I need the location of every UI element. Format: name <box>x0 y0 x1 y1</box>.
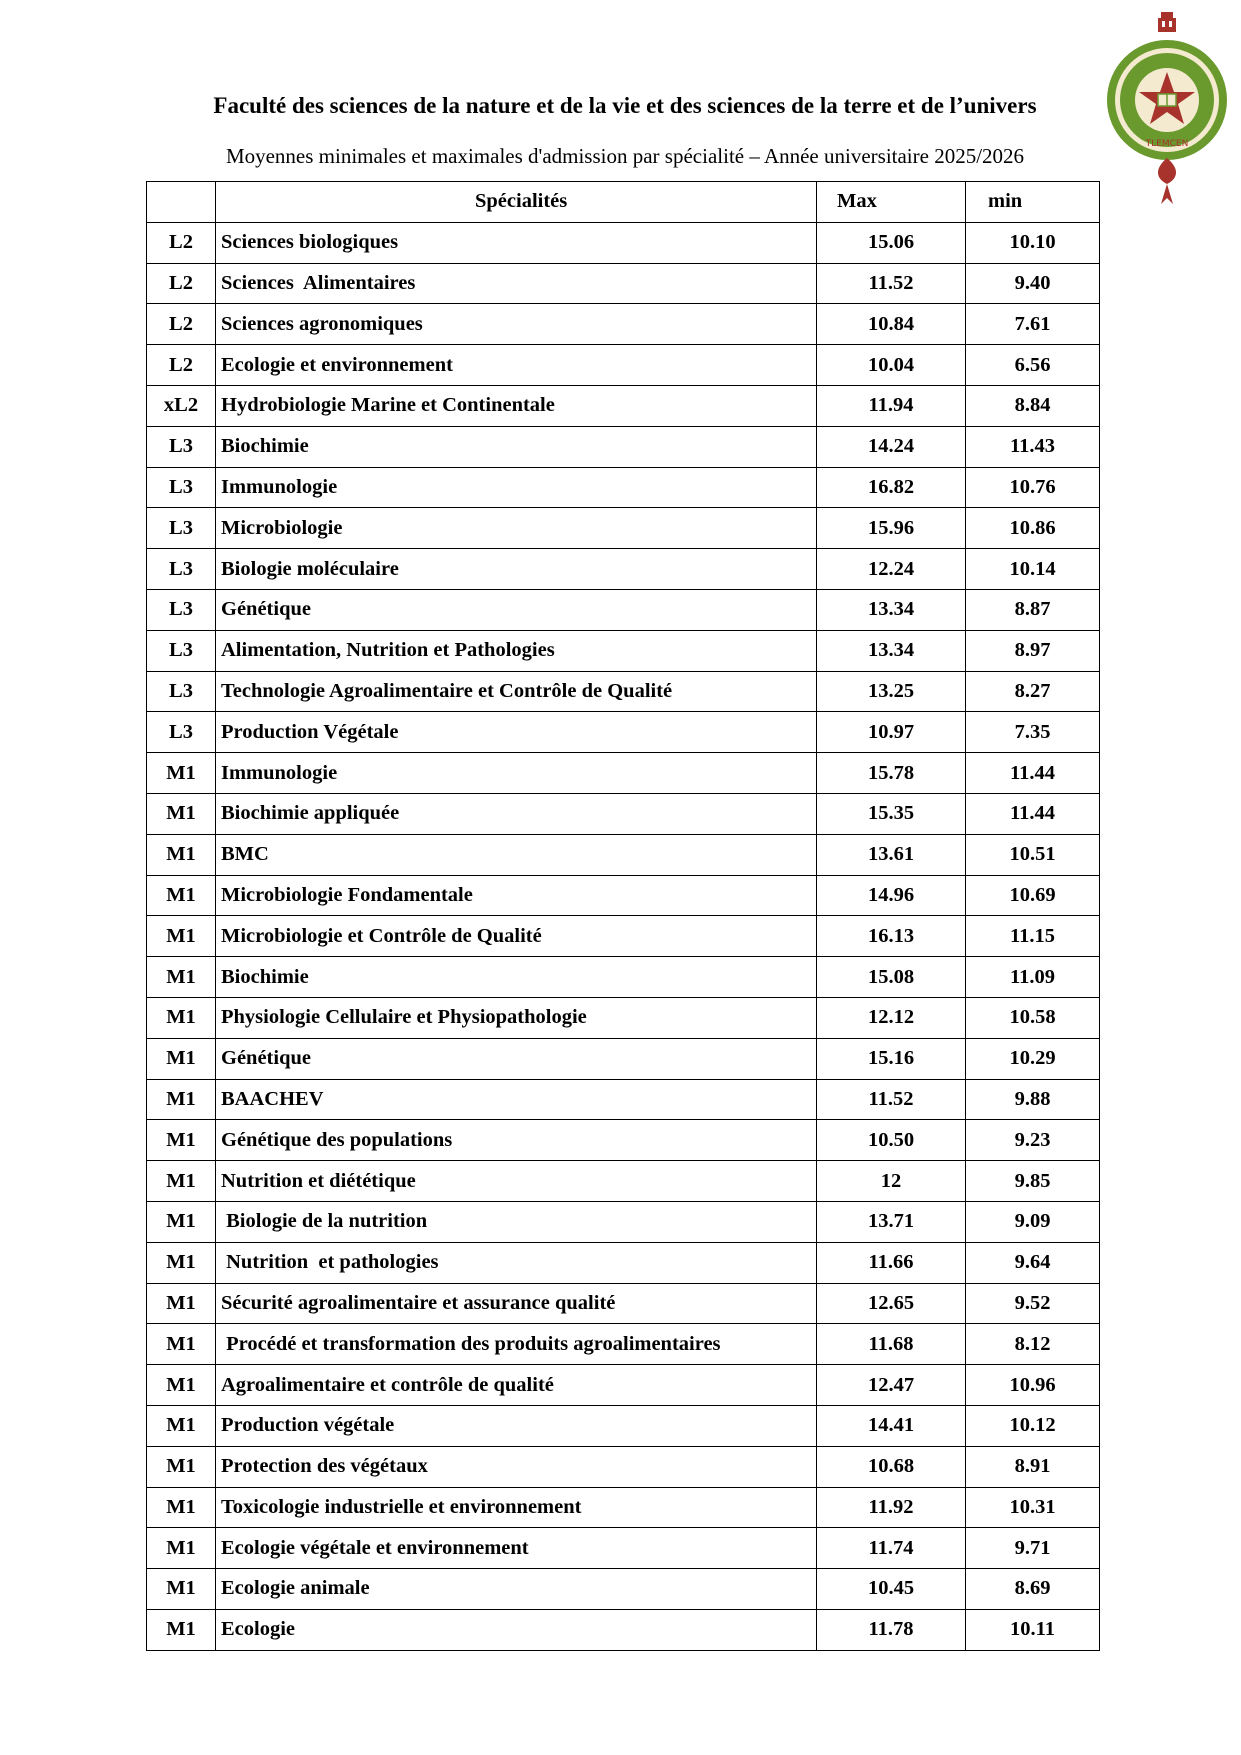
specialite-cell: Sciences Alimentaires <box>216 263 817 304</box>
max-cell: 11.66 <box>817 1242 966 1283</box>
max-cell: 12.24 <box>817 549 966 590</box>
level-cell: M1 <box>147 1242 216 1283</box>
table-row <box>147 1487 1100 1528</box>
min-cell: 10.10 <box>966 222 1100 263</box>
specialite-cell: Immunologie <box>216 753 817 794</box>
max-cell: 11.52 <box>817 263 966 304</box>
max-cell: 12.12 <box>817 997 966 1038</box>
min-cell: 9.64 <box>966 1242 1100 1283</box>
admission-table <box>146 181 1100 1651</box>
level-cell: M1 <box>147 1528 216 1569</box>
table-row <box>147 385 1100 426</box>
table-row <box>147 1528 1100 1569</box>
max-cell: 13.61 <box>817 834 966 875</box>
specialite-cell: Physiologie Cellulaire et Physiopathologie <box>216 997 817 1038</box>
table-row <box>147 1609 1100 1650</box>
specialite-cell: Biologie moléculaire <box>216 549 817 590</box>
max-cell: 12.47 <box>817 1365 966 1406</box>
specialite-cell: Hydrobiologie Marine et Continentale <box>216 385 817 426</box>
specialite-cell: Biochimie <box>216 957 817 998</box>
table-row <box>147 793 1100 834</box>
max-cell: 15.35 <box>817 793 966 834</box>
table-row <box>147 712 1100 753</box>
level-cell: M1 <box>147 875 216 916</box>
max-cell: 15.06 <box>817 222 966 263</box>
specialite-cell: Agroalimentaire et contrôle de qualité <box>216 1365 817 1406</box>
table-row <box>147 1161 1100 1202</box>
max-cell: 13.34 <box>817 630 966 671</box>
table-row <box>147 1405 1100 1446</box>
specialite-cell: Nutrition et diététique <box>216 1161 817 1202</box>
max-cell: 10.84 <box>817 304 966 345</box>
max-cell: 11.52 <box>817 1079 966 1120</box>
table-row <box>147 345 1100 386</box>
specialite-cell: Toxicologie industrielle et environnement <box>216 1487 817 1528</box>
min-cell: 10.14 <box>966 549 1100 590</box>
min-cell: 10.11 <box>966 1609 1100 1650</box>
max-cell: 15.16 <box>817 1038 966 1079</box>
specialite-cell: Ecologie <box>216 1609 817 1650</box>
level-cell: L3 <box>147 630 216 671</box>
specialite-cell: Sécurité agroalimentaire et assurance qualité <box>216 1283 817 1324</box>
min-cell: 9.40 <box>966 263 1100 304</box>
max-cell: 16.82 <box>817 467 966 508</box>
level-cell: M1 <box>147 916 216 957</box>
max-cell: 15.78 <box>817 753 966 794</box>
max-cell: 13.34 <box>817 589 966 630</box>
max-cell: 12 <box>817 1161 966 1202</box>
specialite-cell: Biologie de la nutrition <box>216 1201 817 1242</box>
min-cell: 10.86 <box>966 508 1100 549</box>
level-cell: M1 <box>147 1569 216 1610</box>
level-cell: L2 <box>147 345 216 386</box>
specialite-cell: Biochimie <box>216 426 817 467</box>
specialite-cell: Procédé et transformation des produits agroalimentaires <box>216 1324 817 1365</box>
level-cell: L3 <box>147 467 216 508</box>
min-cell: 10.69 <box>966 875 1100 916</box>
min-cell: 8.27 <box>966 671 1100 712</box>
level-cell: M1 <box>147 1609 216 1650</box>
table-row <box>147 834 1100 875</box>
max-cell: 11.78 <box>817 1609 966 1650</box>
level-cell: L3 <box>147 549 216 590</box>
specialite-cell: Microbiologie et Contrôle de Qualité <box>216 916 817 957</box>
level-cell: M1 <box>147 1079 216 1120</box>
table-row <box>147 957 1100 998</box>
max-cell: 11.92 <box>817 1487 966 1528</box>
max-cell: 10.04 <box>817 345 966 386</box>
seal-text: TLEMCEN <box>1145 139 1189 149</box>
min-cell: 7.35 <box>966 712 1100 753</box>
level-cell: L3 <box>147 671 216 712</box>
table-row <box>147 1446 1100 1487</box>
level-cell: L3 <box>147 589 216 630</box>
table-row <box>147 549 1100 590</box>
table-row <box>147 508 1100 549</box>
header-min: min <box>966 182 1100 223</box>
table-row <box>147 630 1100 671</box>
min-cell: 9.23 <box>966 1120 1100 1161</box>
min-cell: 9.85 <box>966 1161 1100 1202</box>
table-row <box>147 426 1100 467</box>
min-cell: 8.69 <box>966 1569 1100 1610</box>
specialite-cell: Microbiologie Fondamentale <box>216 875 817 916</box>
level-cell: L3 <box>147 712 216 753</box>
page-subtitle: Moyennes minimales et maximales d'admission par spécialité – Année universitaire 2025/2026 <box>225 144 1025 168</box>
specialite-cell: BAACHEV <box>216 1079 817 1120</box>
min-cell: 8.87 <box>966 589 1100 630</box>
min-cell: 11.43 <box>966 426 1100 467</box>
max-cell: 13.71 <box>817 1201 966 1242</box>
specialite-cell: Nutrition et pathologies <box>216 1242 817 1283</box>
min-cell: 8.12 <box>966 1324 1100 1365</box>
table-row <box>147 753 1100 794</box>
min-cell: 10.29 <box>966 1038 1100 1079</box>
table-row <box>147 1569 1100 1610</box>
min-cell: 10.96 <box>966 1365 1100 1406</box>
specialite-cell: Immunologie <box>216 467 817 508</box>
specialite-cell: Ecologie animale <box>216 1569 817 1610</box>
table-row <box>147 1120 1100 1161</box>
max-cell: 10.97 <box>817 712 966 753</box>
table-row <box>147 1201 1100 1242</box>
max-cell: 14.96 <box>817 875 966 916</box>
max-cell: 11.74 <box>817 1528 966 1569</box>
specialite-cell: Biochimie appliquée <box>216 793 817 834</box>
level-cell: M1 <box>147 1365 216 1406</box>
max-cell: 14.41 <box>817 1405 966 1446</box>
specialite-cell: Sciences biologiques <box>216 222 817 263</box>
max-cell: 11.68 <box>817 1324 966 1365</box>
table-row <box>147 467 1100 508</box>
table-row <box>147 1242 1100 1283</box>
max-cell: 10.50 <box>817 1120 966 1161</box>
specialite-cell: Technologie Agroalimentaire et Contrôle de Qualité <box>216 671 817 712</box>
min-cell: 7.61 <box>966 304 1100 345</box>
max-cell: 10.68 <box>817 1446 966 1487</box>
level-cell: M1 <box>147 1487 216 1528</box>
level-cell: M1 <box>147 1283 216 1324</box>
max-cell: 15.08 <box>817 957 966 998</box>
page-title: Faculté des sciences de la nature et de la vie et des sciences de la terre et de l’univers <box>213 93 1037 118</box>
table-row <box>147 997 1100 1038</box>
min-cell: 10.51 <box>966 834 1100 875</box>
specialite-cell: Microbiologie <box>216 508 817 549</box>
level-cell: M1 <box>147 793 216 834</box>
level-cell: M1 <box>147 1161 216 1202</box>
table-row <box>147 222 1100 263</box>
level-cell: L3 <box>147 426 216 467</box>
header-max: Max <box>817 182 966 223</box>
table-row <box>147 1324 1100 1365</box>
specialite-cell: Production Végétale <box>216 712 817 753</box>
specialite-cell: Génétique des populations <box>216 1120 817 1161</box>
level-cell: L2 <box>147 222 216 263</box>
level-cell: M1 <box>147 1038 216 1079</box>
specialite-cell: Protection des végétaux <box>216 1446 817 1487</box>
min-cell: 10.31 <box>966 1487 1100 1528</box>
min-cell: 9.09 <box>966 1201 1100 1242</box>
level-cell: M1 <box>147 997 216 1038</box>
max-cell: 10.45 <box>817 1569 966 1610</box>
min-cell: 11.44 <box>966 793 1100 834</box>
min-cell: 8.91 <box>966 1446 1100 1487</box>
specialite-cell: Ecologie végétale et environnement <box>216 1528 817 1569</box>
min-cell: 9.71 <box>966 1528 1100 1569</box>
level-cell: xL2 <box>147 385 216 426</box>
min-cell: 9.52 <box>966 1283 1100 1324</box>
max-cell: 12.65 <box>817 1283 966 1324</box>
table-body <box>147 222 1100 1650</box>
min-cell: 8.97 <box>966 630 1100 671</box>
level-cell: L2 <box>147 304 216 345</box>
min-cell: 9.88 <box>966 1079 1100 1120</box>
specialite-cell: Ecologie et environnement <box>216 345 817 386</box>
specialite-cell: Alimentation, Nutrition et Pathologies <box>216 630 817 671</box>
max-cell: 13.25 <box>817 671 966 712</box>
table-row <box>147 671 1100 712</box>
min-cell: 10.76 <box>966 467 1100 508</box>
specialite-cell: Génétique <box>216 589 817 630</box>
table-row <box>147 1038 1100 1079</box>
max-cell: 16.13 <box>817 916 966 957</box>
specialite-cell: Production végétale <box>216 1405 817 1446</box>
min-cell: 6.56 <box>966 345 1100 386</box>
max-cell: 11.94 <box>817 385 966 426</box>
max-cell: 14.24 <box>817 426 966 467</box>
table-row <box>147 1079 1100 1120</box>
level-cell: M1 <box>147 753 216 794</box>
table-row <box>147 1365 1100 1406</box>
level-cell: M1 <box>147 1201 216 1242</box>
header-specialites: Spécialités <box>216 182 817 223</box>
min-cell: 10.58 <box>966 997 1100 1038</box>
min-cell: 11.09 <box>966 957 1100 998</box>
university-seal-logo <box>1105 8 1230 208</box>
level-cell: M1 <box>147 1120 216 1161</box>
max-cell: 15.96 <box>817 508 966 549</box>
min-cell: 11.15 <box>966 916 1100 957</box>
table-header-row <box>147 182 1100 223</box>
min-cell: 11.44 <box>966 753 1100 794</box>
table-row <box>147 916 1100 957</box>
level-cell: M1 <box>147 1405 216 1446</box>
table-row <box>147 304 1100 345</box>
header-level <box>147 182 216 223</box>
level-cell: M1 <box>147 1324 216 1365</box>
specialite-cell: Génétique <box>216 1038 817 1079</box>
table-row <box>147 263 1100 304</box>
table-row <box>147 1283 1100 1324</box>
level-cell: L3 <box>147 508 216 549</box>
specialite-cell: BMC <box>216 834 817 875</box>
level-cell: M1 <box>147 957 216 998</box>
min-cell: 10.12 <box>966 1405 1100 1446</box>
min-cell: 8.84 <box>966 385 1100 426</box>
level-cell: L2 <box>147 263 216 304</box>
table-row <box>147 875 1100 916</box>
table-row <box>147 589 1100 630</box>
level-cell: M1 <box>147 834 216 875</box>
level-cell: M1 <box>147 1446 216 1487</box>
specialite-cell: Sciences agronomiques <box>216 304 817 345</box>
